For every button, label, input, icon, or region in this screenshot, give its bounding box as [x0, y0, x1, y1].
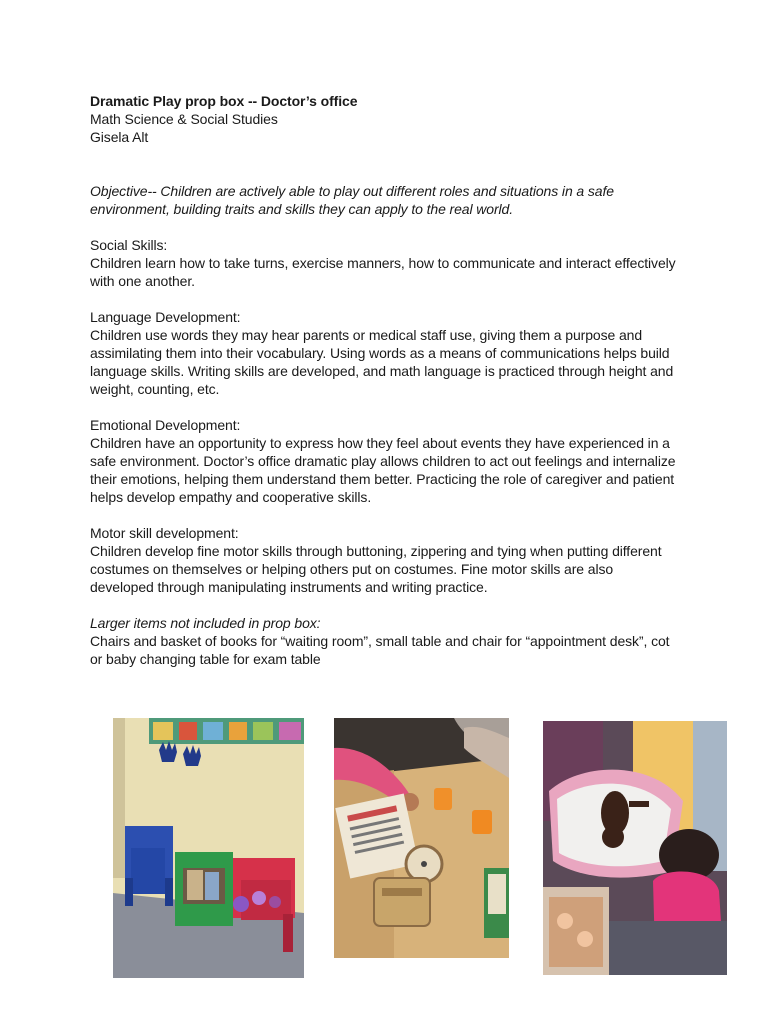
exam-table-photo: [543, 721, 727, 975]
document-body: [90, 92, 680, 668]
section-body-motor-skill-development: Children develop fine motor skills through buttoning, zippering and tying when putting different costumes on themselves or helping others put on costumes. Fine motor skills are also developed through manipulating instruments and writing practice.: [90, 543, 662, 595]
document-title: Dramatic Play prop box -- Doctor’s office: [90, 93, 358, 109]
section-body-language-development: Children use words they may hear parents or medical staff use, giving them a purpose and assimilating them into their vocabulary. Using words as a means of communications helps build language skills. Writing skills are developed, and math language is practiced through height and weight, counting, etc.: [90, 327, 674, 397]
section-body-emotional-development: Children have an opportunity to express how they feel about events they have experienced in a safe environment. Doctor’s office dramatic play allows children to act out feelings and internalize their emotions, helping them understand them better. Practicing the role of caregiver and patient helps develop empathy and cooperative skills.: [90, 435, 676, 505]
section-heading-motor-skill-development: Motor skill development:: [90, 525, 239, 541]
larger-items-body: Chairs and basket of books for “waiting room”, small table and chair for “appointment desk”, cot or baby changing table for exam table: [90, 633, 670, 667]
larger-items-heading: Larger items not included in prop box:: [90, 615, 321, 631]
appointment-desk-photo: [334, 718, 509, 958]
section-body-social-skills: Children learn how to take turns, exercise manners, how to communicate and interact effectively with one another.: [90, 255, 676, 289]
section-heading-language-development: Language Development:: [90, 309, 241, 325]
waiting-room-photo: [113, 718, 304, 978]
section-heading-emotional-development: Emotional Development:: [90, 417, 241, 433]
document-subject: Math Science & Social Studies: [90, 111, 278, 127]
document-author: Gisela Alt: [90, 129, 149, 145]
objective-paragraph: Objective-- Children are actively able to play out different roles and situations in a safe environment, building traits and skills they can apply to the real world.: [90, 183, 614, 217]
section-heading-social-skills: Social Skills:: [90, 237, 168, 253]
